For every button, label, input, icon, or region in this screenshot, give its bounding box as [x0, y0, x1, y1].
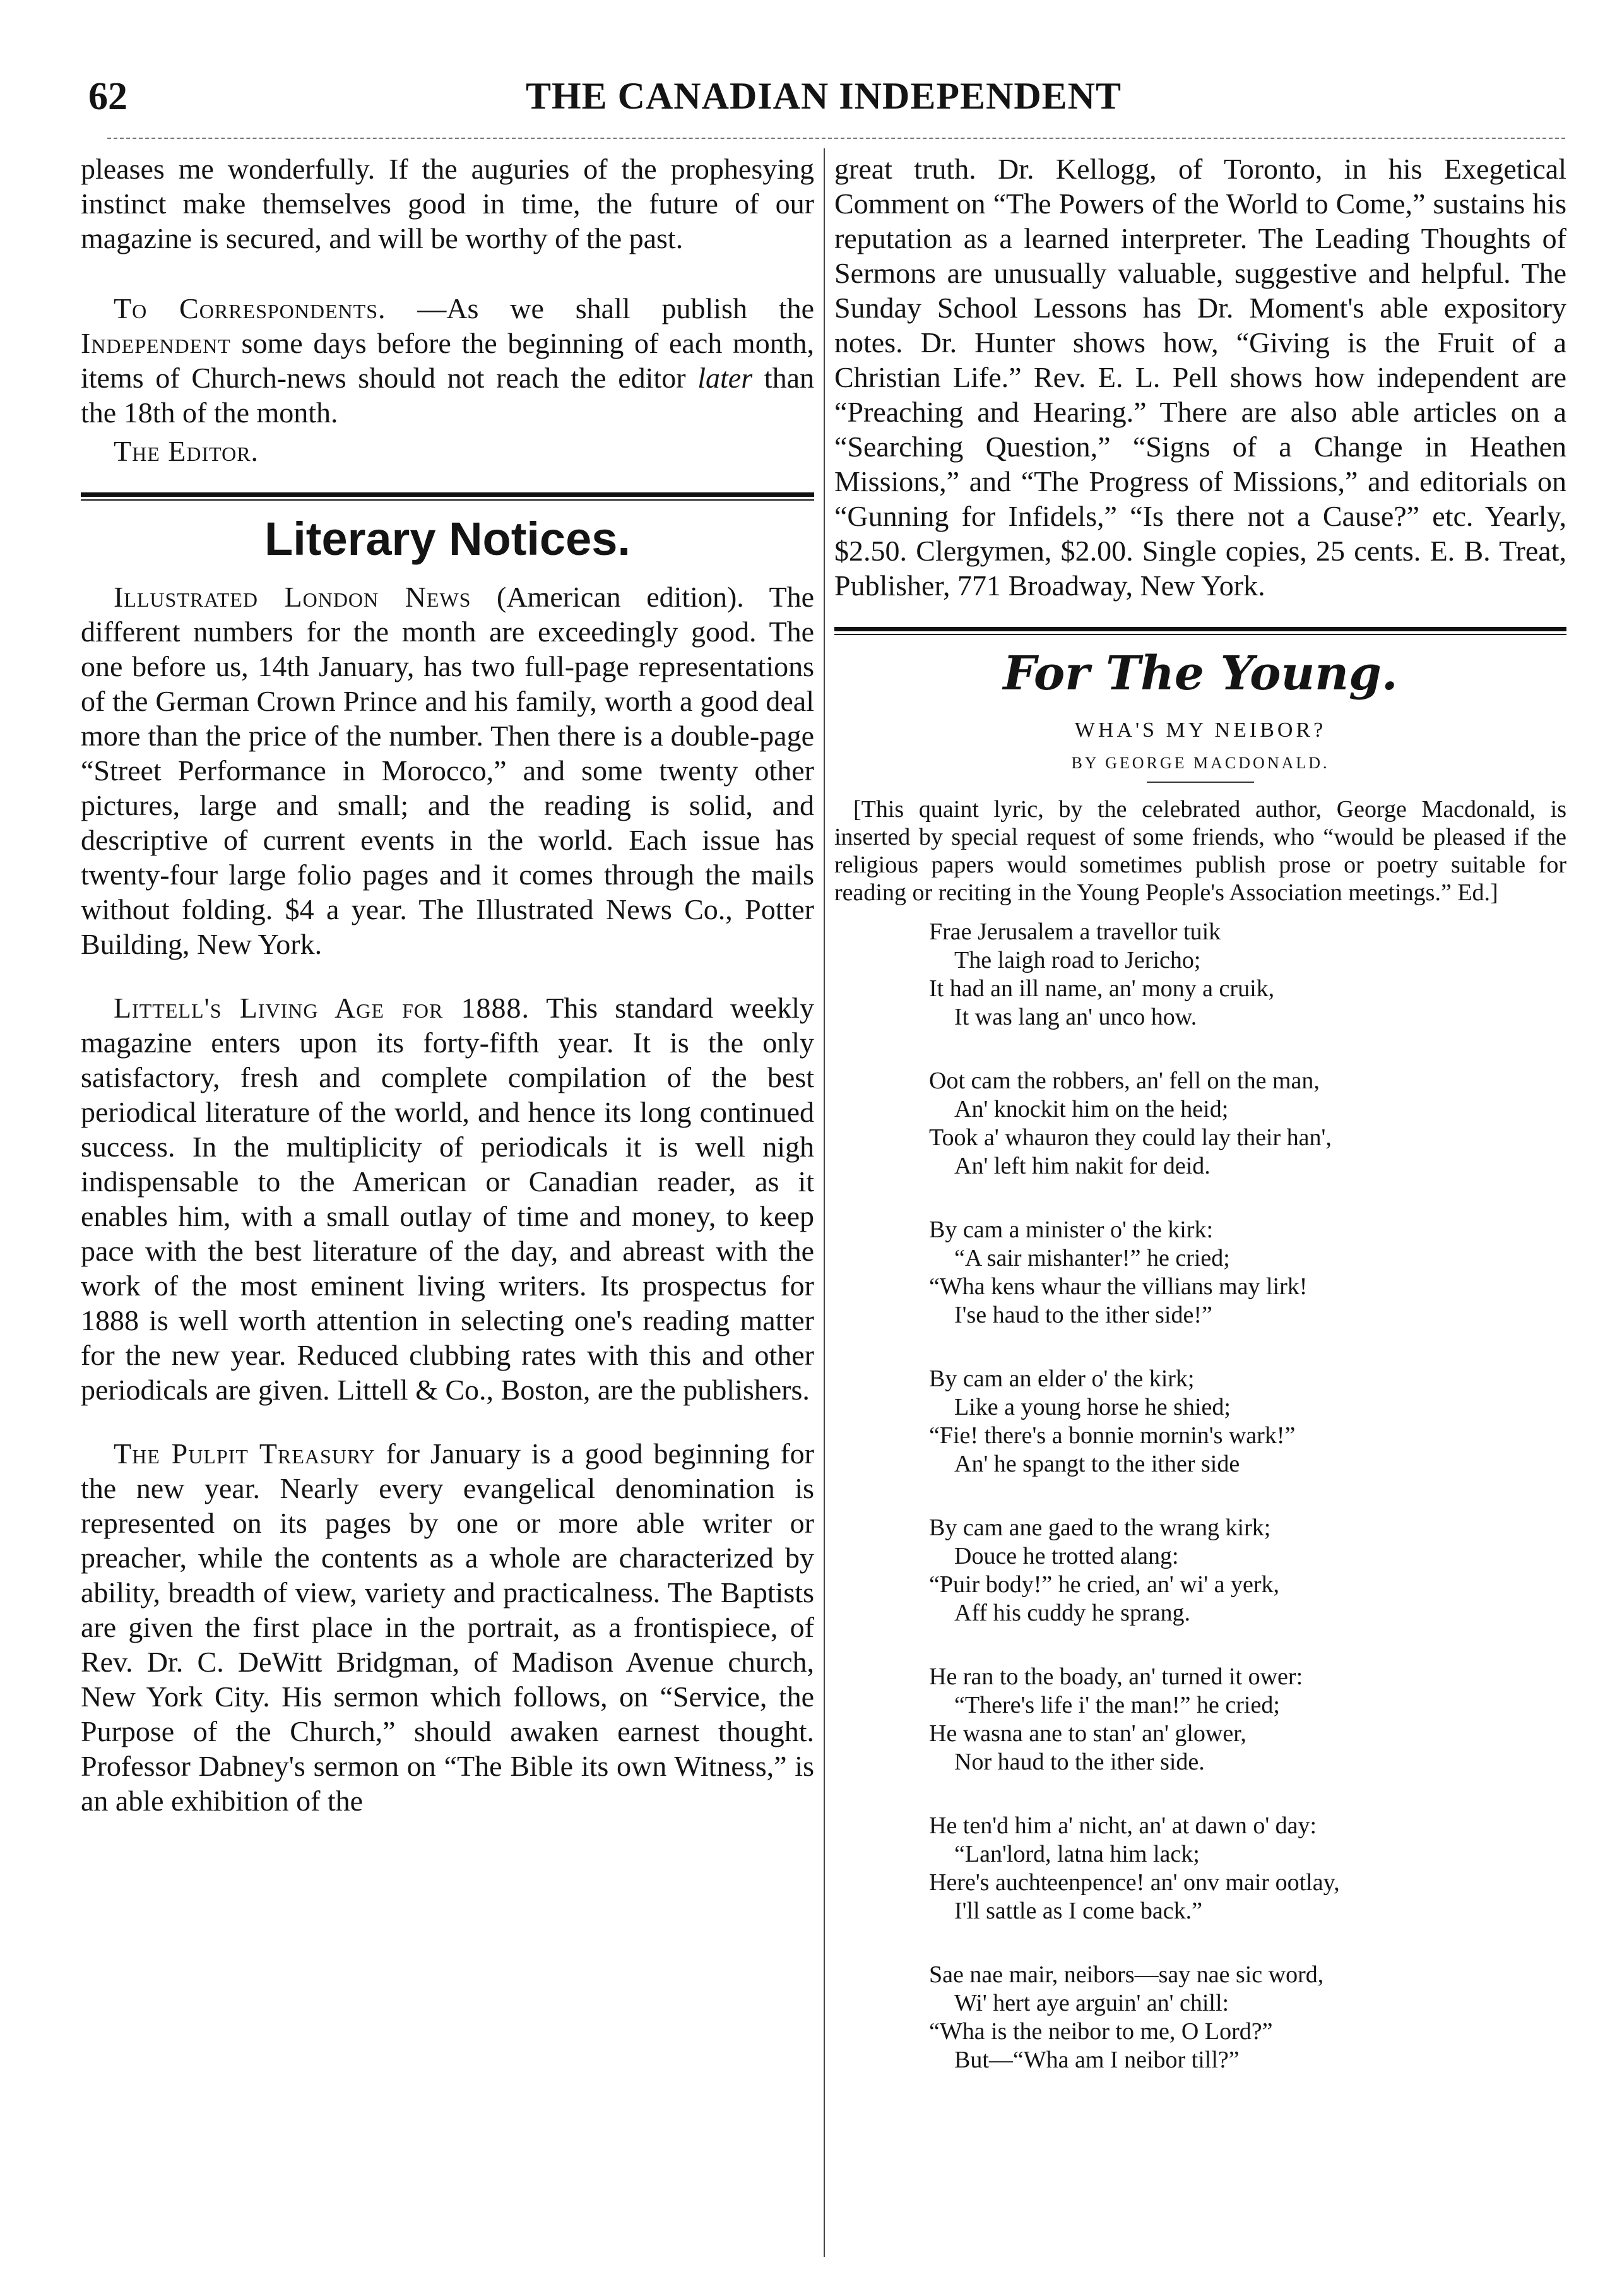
- notice-littells-living-age: Littell's Living Age for 1888. This standard weekly magazine enters upon its forty-fifth year. It is the only satisfactory, fresh and complete compilation of the best periodical literature of the world, and hence its long continued success. In the multiplicity of periodicals it is well nigh indispensable to the American or Canadian reader, as it enables him, with a small outlay of time and money, to keep pace with the best literature of the day, and abreast with the work of the most eminent living writers. Its prospectus for 1888 is well worth attention in selecting one's reading matter for the new year. Reduced clubbing rates with this and other periodicals are given. Littell & Co., Boston, are the publishers.: [81, 992, 815, 1406]
- poem-line: By cam ane gaed to the wrang kirk;: [929, 1514, 1271, 1541]
- stanza: [929, 1514, 1566, 1627]
- poem-line: He ran to the boady, an' turned it ower:: [929, 1663, 1303, 1690]
- poem-line: He ten'd him a' nicht, an' at dawn o' day:: [929, 1812, 1317, 1839]
- closing-paragraph: pleases me wonderfully. If the auguries of the prophesying instinct make themselves good in time, the future of our magazine is secured, and will be worthy of the past.: [81, 153, 814, 254]
- stanza: [929, 1067, 1566, 1181]
- notice-illustrated-london-news: Illustrated London News (American edition). The different numbers for the month are exceedingly good. The one before us, 14th January, has two full-page representations of the German Crown Prince and his family, worth a good deal more than the price of the number. Then there is a double-page “Street Performance in Morocco,” and some twenty other pictures, large and small; and the reading is solid, and descriptive of current events in the world. Each issue has twenty-four large folio pages and it comes through the mails without folding. $4 a year. The Illustrated News Co., Potter Building, New York.: [81, 581, 815, 960]
- poem-line: Wi' hert aye arguin' an' chill:: [954, 1990, 1229, 2016]
- stanza: [929, 1812, 1566, 1925]
- poem-byline: BY GEORGE MACDONALD.: [1071, 754, 1330, 772]
- poem-line: It was lang an' unco how.: [954, 1004, 1197, 1030]
- stanza: [929, 918, 1566, 1032]
- stanza: [929, 1663, 1566, 1776]
- poem-line: “Wha kens whaur the villians may lirk!: [929, 1273, 1308, 1300]
- poem-line: “There's life i' the man!” he cried;: [954, 1692, 1280, 1718]
- poem-line: “Fie! there's a bonnie mornin's wark!”: [929, 1422, 1296, 1449]
- poem-line: But—“Wha am I neibor till?”: [954, 2047, 1240, 2073]
- poem: [929, 918, 1566, 2074]
- stanza: [929, 1216, 1566, 1329]
- poem-line: Took a' whauron they could lay their han',: [929, 1124, 1332, 1151]
- poem-line: Here's auchteenpence! an' onv mair ootlay,: [929, 1869, 1340, 1896]
- section-rule: [81, 492, 814, 501]
- poem-line: “Puir body!” he cried, an' wi' a yerk,: [929, 1571, 1279, 1598]
- poem-line: Sae nae mair, neibors—say nae sic word,: [929, 1961, 1324, 1988]
- stanza: [929, 1961, 1566, 2074]
- left-column: [81, 152, 814, 1818]
- poem-line: “Lan'lord, latna him lack;: [954, 1841, 1200, 1867]
- poem-line: An' he spangt to the ither side: [954, 1451, 1240, 1477]
- poem-line: “Wha is the neibor to me, O Lord?”: [929, 2018, 1273, 2045]
- poem-line: “A sair mishanter!” he cried;: [954, 1245, 1230, 1271]
- poem-line: Nor haud to the ither side.: [954, 1749, 1205, 1775]
- poem-line: Oot cam the robbers, an' fell on the man,: [929, 1068, 1320, 1094]
- poem-line: He wasna ane to stan' an' glower,: [929, 1720, 1246, 1747]
- section-title-literary-notices: Literary Notices.: [264, 513, 630, 565]
- correspondents-label: To Correspondents.: [114, 292, 386, 324]
- poem-line: It had an ill name, an' mony a cruik,: [929, 975, 1275, 1002]
- poem-line: Frae Jerusalem a travellor tuik: [929, 919, 1221, 945]
- poem-line: Aff his cuddy he sprang.: [954, 1600, 1190, 1626]
- correspondents-notice: To Correspondents. —As we shall publish the Independent some days before the beginning of each month, items of Church-news should not reach the editor later than the 18th of the month.: [81, 292, 815, 429]
- poem-line: An' left him nakit for deid.: [954, 1153, 1211, 1179]
- stanza: [929, 1365, 1566, 1478]
- poem-line: I'se haud to the ither side!”: [954, 1302, 1212, 1328]
- byline-rule: [1147, 782, 1254, 783]
- poem-line: By cam a minister o' the kirk:: [929, 1216, 1214, 1243]
- right-column: [834, 152, 1566, 2074]
- section-title-for-the-young: For The Young.: [1003, 646, 1398, 701]
- editor-note: [This quaint lyric, by the celebrated author, George Macdonald, is inserted by special request of some friends, who “would be pleased if the religious papers would sometimes publish prose or poetry suitable for reading or reciting in the Young People's Association meetings.” Ed.]: [834, 796, 1566, 906]
- column-divider: [824, 148, 825, 2257]
- notice-pulpit-treasury: The Pulpit Treasury for January is a good beginning for the new year. Nearly every evangelical denomination is represented on its pages by one or more able writer or preacher, while the contents as a whole are characterized by ability, breadth of view, variety and practicalness. The Baptists are given the first place in the portrait, as a frontispiece, of Rev. Dr. C. DeWitt Bridgman, of Madison Avenue church, New York City. His sermon which follows, on “Service, the Purpose of the Church,” should awaken earnest thought. Professor Dabney's sermon on “The Bible its own Witness,” is an able exhibition of the: [81, 1437, 814, 1817]
- page-number: 62: [88, 75, 127, 118]
- poem-line: The laigh road to Jericho;: [954, 947, 1201, 973]
- poem-line: An' knockit him on the heid;: [954, 1096, 1229, 1122]
- editor-signature: The Editor.: [114, 435, 259, 467]
- poem-line: Like a young horse he shied;: [954, 1394, 1231, 1420]
- poem-line: By cam an elder o' the kirk;: [929, 1365, 1195, 1392]
- pulpit-treasury-continued: great truth. Dr. Kellogg, of Toronto, in his Exegetical Comment on “The Powers of the World to Come,” sustains his reputation as a learned interpreter. The Leading Thoughts of Sermons are unusually valuable, suggestive and helpful. The Sunday School Lessons has Dr. Moment's able expository notes. Dr. Hunter shows how, “Giving is the Fruit of a Christian Life.” Rev. E. L. Pell shows how independent are “Preaching and Hearing.” There are also able articles on a “Searching Question,” “Signs of a Change in Heathen Missions,” and “The Progress of Missions,” and editorials on “Gunning for Infidels,” “Is there not a Cause?” etc. Yearly, $2.50. Clergymen, $2.00. Single copies, 25 cents. E. B. Treat, Publisher, 771 Broadway, New York.: [834, 153, 1566, 602]
- poem-line: Douce he trotted alang:: [954, 1543, 1179, 1569]
- poem-line: I'll sattle as I come back.”: [954, 1898, 1203, 1924]
- section-rule: [834, 627, 1566, 635]
- page-header: [82, 74, 1565, 138]
- poem-title: WHA'S MY NEIBOR?: [1074, 718, 1327, 742]
- running-title: THE CANADIAN INDEPENDENT: [525, 75, 1122, 117]
- header-rule: [107, 138, 1565, 139]
